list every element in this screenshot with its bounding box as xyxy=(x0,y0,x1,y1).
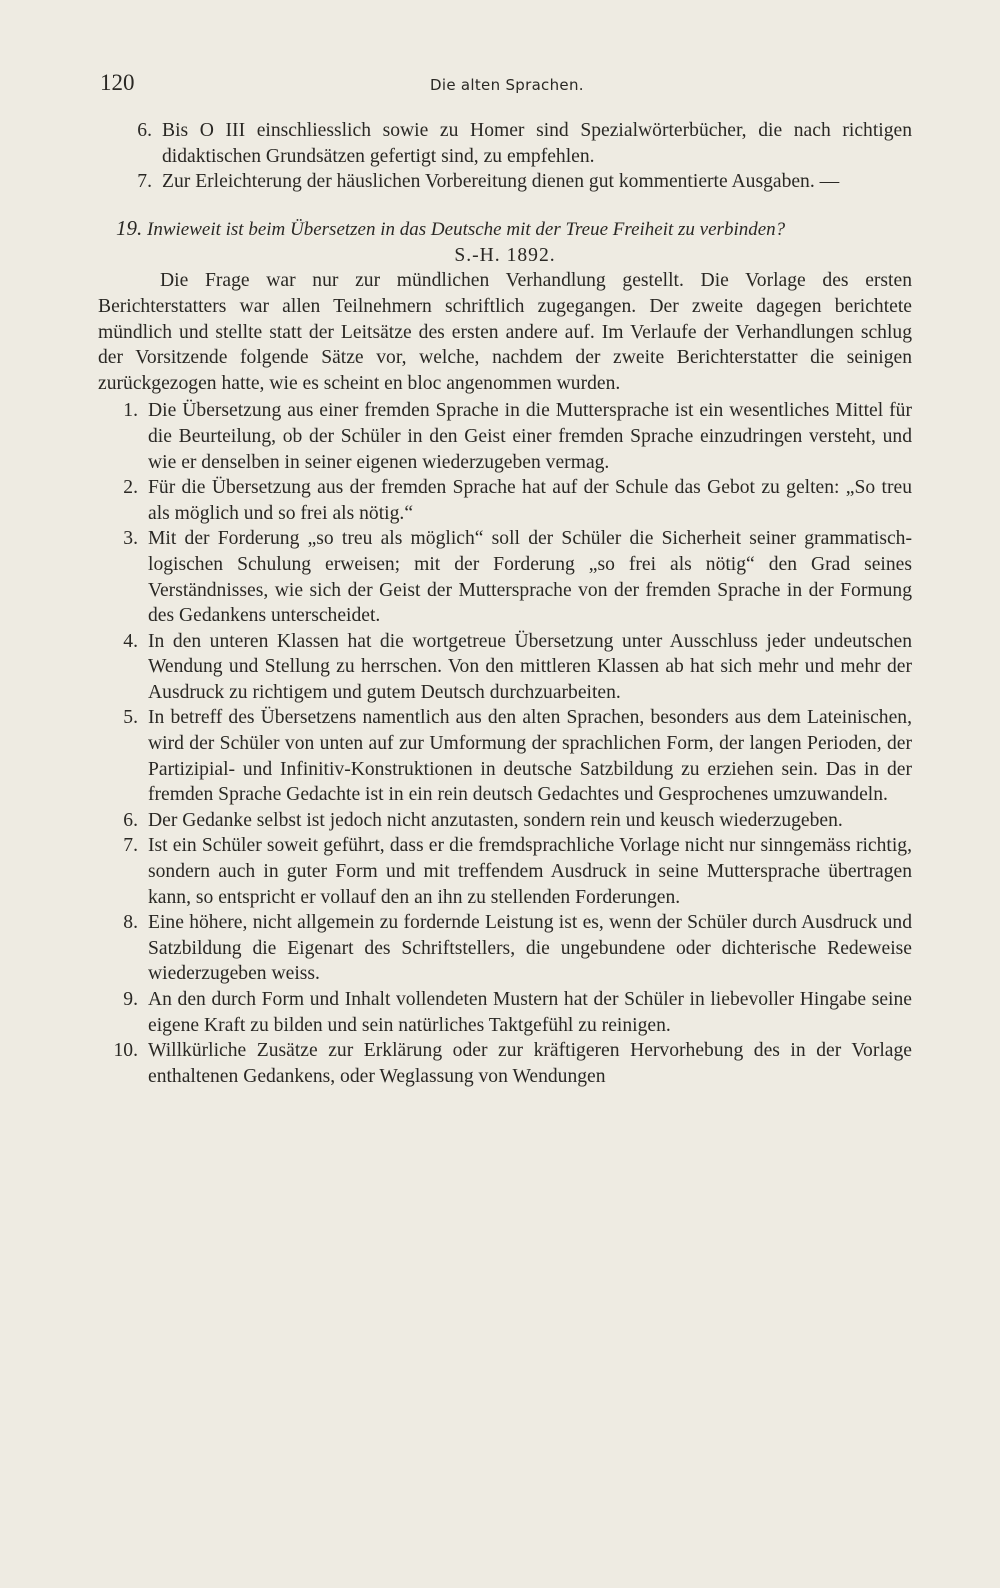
page-header xyxy=(100,70,910,100)
item-text: Die Übersetzung aus einer fremden Sprache in die Muttersprache ist ein wesentliches Mittel für die Beurteilung, ob der Schüler in den Geist einer fremden Sprache einzudringen versteht, und wie er denselben in seiner eigenen wiederzugeben vermag. xyxy=(148,400,912,473)
intro-paragraph: Die Frage war nur zur mündlichen Verhandlung gestellt. Die Vorlage des ersten Berichterstatters war allen Teilnehmern schriftlich zugegangen. Der zweite dagegen berichtete mündlich und stellte statt der Leitsätze des ersten andere auf. Im Verlaufe der Verhandlungen schlug der Vorsitzende folgende Sätze vor, welche, nachdem der zweite Berichterstatter die seinigen zurückgezogen hatte, wie es scheint en bloc angenommen wurden. xyxy=(98,270,912,394)
theses-list xyxy=(98,398,912,1089)
list-item xyxy=(98,833,912,910)
page-number: 120 xyxy=(100,70,135,95)
list-item xyxy=(98,169,912,195)
list-item xyxy=(98,398,912,475)
item-number: 3. xyxy=(123,528,138,550)
question-title: Inwieweit ist beim Übersetzen in das Deutsche mit der Treue Freiheit zu verbinden? xyxy=(147,218,786,240)
question-number: 19. xyxy=(116,215,143,240)
list-item xyxy=(98,910,912,987)
list-item xyxy=(98,526,912,628)
item-text: An den durch Form und Inhalt vollendeten Mustern hat der Schüler in liebevoller Hingabe seine eigene Kraft zu bilden und sein natürliches Taktgefühl zu reinigen. xyxy=(148,989,912,1036)
list-item xyxy=(98,987,912,1038)
list-item xyxy=(98,475,912,526)
item-text: Zur Erleichterung der häuslichen Vorbereitung dienen gut kommentierte Ausgaben. — xyxy=(162,171,840,193)
item-text: Mit der Forderung „so treu als möglich“ soll der Schüler die Sicherheit seiner grammatisch-logischen Schulung erweisen; mit der Forderung „so frei als nötig“ den Grad seines Verständnisses, wie sich der Geist der Muttersprache von der fremden Sprache in der Formung des Gedankens unterscheidet. xyxy=(148,528,912,627)
item-number: 4. xyxy=(123,630,138,652)
item-text: Bis O III einschliesslich sowie zu Homer sind Spezialwörterbücher, die nach richtigen didaktischen Grundsätzen gefertigt sind, zu empfehlen. xyxy=(162,120,912,167)
list-item xyxy=(98,1038,912,1089)
item-number: 2. xyxy=(123,477,138,499)
item-text: In den unteren Klassen hat die wortgetreue Übersetzung unter Ausschluss jeder undeutschen Wendung und Stellung zu herrschen. Von den mittleren Klassen ab hat sich mehr und mehr der Ausdruck zu richtigem und gutem Deutsch durchzuarbeiten. xyxy=(148,630,912,703)
item-number: 5. xyxy=(123,707,138,729)
running-title: Die alten Sprachen. xyxy=(430,76,584,94)
item-number: 9. xyxy=(123,989,138,1010)
item-text: Für die Übersetzung aus der fremden Sprache hat auf der Schule das Gebot zu gelten: „So treu als möglich und so frei als nötig.“ xyxy=(148,477,912,524)
item-number: 10. xyxy=(113,1040,138,1062)
item-number: 1. xyxy=(123,400,138,422)
item-text: Ist ein Schüler soweit geführt, dass er die fremdsprachliche Vorlage nicht nur sinngemäss richtig, sondern auch in guter Form und mit treffendem Ausdruck in seine Muttersprache übertragen kann, so entspricht er vollauf den an ihn zu stellenden Forderungen. xyxy=(148,835,912,908)
page-body xyxy=(98,118,912,1089)
list-item xyxy=(98,808,912,834)
list-item xyxy=(98,118,912,169)
item-number: 7. xyxy=(137,171,152,193)
item-number: 8. xyxy=(123,912,138,934)
item-number: 6. xyxy=(123,809,138,831)
list-item xyxy=(98,705,912,807)
item-number: 7. xyxy=(123,835,138,857)
item-text: In betreff des Übersetzens namentlich aus den alten Sprachen, besonders aus dem Lateinischen, wird der Schüler von unten auf zur Umformung der sprachlichen Form, der langen Perioden, der Partizipial- und Infinitiv-Konstruktionen in deutsche Satzbildung zu erziehen sein. Das in der fremden Sprache Gedachte ist in ein rein deutsch Gedachtes und Gesprochenes umzuwandeln. xyxy=(148,707,912,806)
item-text: Der Gedanke selbst ist jedoch nicht anzutasten, sondern rein und keusch wiederzugeben. xyxy=(148,809,843,831)
list-item xyxy=(98,629,912,706)
item-text: Eine höhere, nicht allgemein zu fordernde Leistung ist es, wenn der Schüler durch Ausdruck und Satzbildung die Eigenart des Schriftstellers, die ungebundene oder dichterische Redeweise wiederzugeben weiss. xyxy=(148,912,912,985)
item-number: 6. xyxy=(137,120,152,141)
item-text: Willkürliche Zusätze zur Erklärung oder zur kräftigeren Hervorhebung des in der Vorlage enthaltenen Gedankens, oder Weglassung von Wendungen xyxy=(148,1040,912,1087)
question-heading xyxy=(98,215,912,243)
question-source: S.-H. 1892. xyxy=(454,244,556,266)
